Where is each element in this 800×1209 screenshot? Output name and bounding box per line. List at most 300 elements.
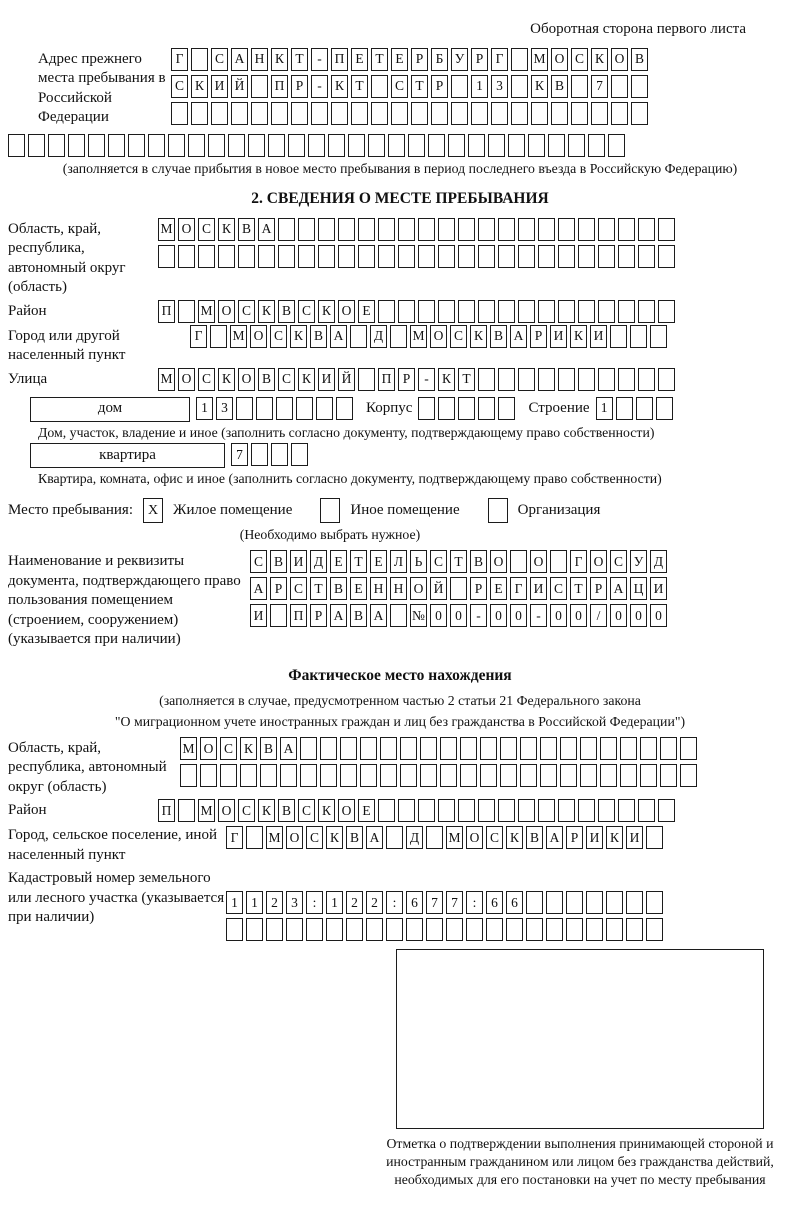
char-box[interactable]	[336, 397, 353, 420]
char-box[interactable]	[558, 368, 575, 391]
char-box[interactable]	[571, 102, 588, 125]
char-box[interactable]: 2	[346, 891, 363, 914]
char-box[interactable]	[446, 918, 463, 941]
char-box[interactable]: Й	[430, 577, 447, 600]
char-box[interactable]: О	[178, 368, 195, 391]
char-box[interactable]: С	[290, 577, 307, 600]
char-box[interactable]	[431, 102, 448, 125]
char-box[interactable]: 0	[450, 604, 467, 627]
char-box[interactable]: 1	[596, 397, 613, 420]
char-box[interactable]	[480, 764, 497, 787]
char-box[interactable]	[620, 764, 637, 787]
char-box[interactable]	[650, 325, 667, 348]
char-box[interactable]: М	[446, 826, 463, 849]
char-box[interactable]: К	[218, 368, 235, 391]
char-box[interactable]: В	[260, 737, 277, 760]
char-box[interactable]: Р	[310, 604, 327, 627]
char-box[interactable]: 2	[366, 891, 383, 914]
char-box[interactable]: Б	[431, 48, 448, 71]
char-box[interactable]: М	[230, 325, 247, 348]
char-box[interactable]	[211, 102, 228, 125]
char-box[interactable]: 3	[491, 75, 508, 98]
char-box[interactable]	[438, 397, 455, 420]
char-box[interactable]	[371, 102, 388, 125]
char-box[interactable]: С	[430, 550, 447, 573]
char-box[interactable]	[560, 737, 577, 760]
char-box[interactable]	[418, 218, 435, 241]
char-box[interactable]: 7	[591, 75, 608, 98]
char-box[interactable]	[228, 134, 245, 157]
char-box[interactable]: 7	[426, 891, 443, 914]
char-box[interactable]	[426, 918, 443, 941]
char-box[interactable]	[448, 134, 465, 157]
char-box[interactable]	[626, 918, 643, 941]
char-box[interactable]: Р	[291, 75, 308, 98]
char-box[interactable]	[240, 764, 257, 787]
char-box[interactable]	[268, 134, 285, 157]
char-box[interactable]	[278, 218, 295, 241]
char-box[interactable]	[236, 397, 253, 420]
char-box[interactable]	[658, 300, 675, 323]
char-box[interactable]: В	[631, 48, 648, 71]
char-box[interactable]	[251, 75, 268, 98]
char-box[interactable]: В	[526, 826, 543, 849]
char-box[interactable]: А	[258, 218, 275, 241]
char-box[interactable]	[598, 799, 615, 822]
char-box[interactable]: Л	[390, 550, 407, 573]
char-box[interactable]	[238, 245, 255, 268]
char-box[interactable]: С	[298, 300, 315, 323]
char-box[interactable]	[618, 368, 635, 391]
char-box[interactable]: К	[318, 300, 335, 323]
char-box[interactable]: Е	[370, 550, 387, 573]
char-box[interactable]: Г	[190, 325, 207, 348]
char-box[interactable]: Р	[270, 577, 287, 600]
char-box[interactable]	[390, 604, 407, 627]
char-box[interactable]	[656, 397, 673, 420]
char-box[interactable]	[258, 245, 275, 268]
char-box[interactable]	[360, 764, 377, 787]
char-box[interactable]	[508, 134, 525, 157]
char-box[interactable]: К	[591, 48, 608, 71]
char-box[interactable]: А	[546, 826, 563, 849]
char-box[interactable]	[306, 918, 323, 941]
char-box[interactable]	[458, 218, 475, 241]
char-box[interactable]: 3	[216, 397, 233, 420]
char-box[interactable]	[398, 245, 415, 268]
char-box[interactable]	[251, 443, 268, 466]
char-box[interactable]: О	[590, 550, 607, 573]
char-box[interactable]: В	[278, 300, 295, 323]
char-box[interactable]	[318, 218, 335, 241]
char-box[interactable]	[380, 764, 397, 787]
char-box[interactable]	[598, 368, 615, 391]
char-box[interactable]: К	[258, 799, 275, 822]
char-box[interactable]	[400, 764, 417, 787]
char-box[interactable]	[418, 300, 435, 323]
char-box[interactable]	[420, 764, 437, 787]
char-box[interactable]	[458, 300, 475, 323]
char-box[interactable]	[636, 397, 653, 420]
char-box[interactable]: М	[180, 737, 197, 760]
char-box[interactable]: Д	[310, 550, 327, 573]
char-box[interactable]	[598, 245, 615, 268]
char-box[interactable]: И	[650, 577, 667, 600]
char-box[interactable]: Р	[431, 75, 448, 98]
char-box[interactable]: К	[470, 325, 487, 348]
char-box[interactable]	[8, 134, 25, 157]
char-box[interactable]: 6	[486, 891, 503, 914]
char-box[interactable]	[498, 300, 515, 323]
char-box[interactable]	[386, 826, 403, 849]
char-box[interactable]: 1	[246, 891, 263, 914]
char-box[interactable]	[528, 134, 545, 157]
char-box[interactable]: Т	[450, 550, 467, 573]
char-box[interactable]	[558, 218, 575, 241]
char-box[interactable]	[500, 764, 517, 787]
char-box[interactable]: К	[438, 368, 455, 391]
char-box[interactable]	[210, 325, 227, 348]
char-box[interactable]: Т	[310, 577, 327, 600]
char-box[interactable]	[611, 102, 628, 125]
char-box[interactable]	[558, 300, 575, 323]
char-box[interactable]: М	[531, 48, 548, 71]
char-box[interactable]	[231, 102, 248, 125]
char-box[interactable]	[451, 75, 468, 98]
char-box[interactable]: В	[238, 218, 255, 241]
char-box[interactable]	[128, 134, 145, 157]
char-box[interactable]	[296, 397, 313, 420]
char-box[interactable]	[338, 245, 355, 268]
char-box[interactable]: О	[238, 368, 255, 391]
char-box[interactable]: В	[278, 799, 295, 822]
char-box[interactable]	[426, 826, 443, 849]
char-box[interactable]: А	[250, 577, 267, 600]
char-box[interactable]	[380, 737, 397, 760]
char-box[interactable]: О	[286, 826, 303, 849]
char-box[interactable]: Й	[231, 75, 248, 98]
char-box[interactable]	[631, 102, 648, 125]
char-box[interactable]	[498, 799, 515, 822]
char-box[interactable]: П	[158, 799, 175, 822]
char-box[interactable]: Й	[338, 368, 355, 391]
char-box[interactable]: 0	[510, 604, 527, 627]
char-box[interactable]	[478, 397, 495, 420]
char-box[interactable]: Т	[570, 577, 587, 600]
char-box[interactable]: Е	[358, 300, 375, 323]
char-box[interactable]: -	[530, 604, 547, 627]
char-box[interactable]: В	[330, 577, 347, 600]
char-box[interactable]: Е	[350, 577, 367, 600]
char-box[interactable]: К	[326, 826, 343, 849]
char-box[interactable]: М	[158, 218, 175, 241]
char-box[interactable]: А	[330, 325, 347, 348]
char-box[interactable]	[578, 218, 595, 241]
char-box[interactable]	[638, 368, 655, 391]
char-box[interactable]	[451, 102, 468, 125]
char-box[interactable]	[546, 918, 563, 941]
char-box[interactable]: И	[626, 826, 643, 849]
char-box[interactable]	[538, 245, 555, 268]
char-box[interactable]: А	[370, 604, 387, 627]
char-box[interactable]	[270, 604, 287, 627]
char-box[interactable]	[438, 245, 455, 268]
char-box[interactable]: А	[366, 826, 383, 849]
char-box[interactable]	[658, 368, 675, 391]
char-box[interactable]	[378, 218, 395, 241]
char-box[interactable]: Г	[226, 826, 243, 849]
char-box[interactable]: Г	[510, 577, 527, 600]
apartment-type-box[interactable]: квартира	[30, 443, 225, 468]
char-box[interactable]: К	[606, 826, 623, 849]
char-box[interactable]: В	[551, 75, 568, 98]
char-box[interactable]: 6	[506, 891, 523, 914]
char-box[interactable]	[286, 918, 303, 941]
char-box[interactable]	[640, 764, 657, 787]
char-box[interactable]: О	[530, 550, 547, 573]
char-box[interactable]	[440, 737, 457, 760]
char-box[interactable]	[386, 918, 403, 941]
char-box[interactable]	[578, 799, 595, 822]
char-box[interactable]	[498, 368, 515, 391]
char-box[interactable]	[398, 218, 415, 241]
char-box[interactable]	[638, 245, 655, 268]
char-box[interactable]	[108, 134, 125, 157]
char-box[interactable]	[338, 218, 355, 241]
char-box[interactable]	[418, 799, 435, 822]
char-box[interactable]	[218, 245, 235, 268]
char-box[interactable]	[168, 134, 185, 157]
char-box[interactable]	[610, 325, 627, 348]
char-box[interactable]	[538, 218, 555, 241]
char-box[interactable]	[658, 245, 675, 268]
char-box[interactable]: Д	[650, 550, 667, 573]
checkbox-residential[interactable]: X	[143, 498, 163, 523]
char-box[interactable]: С	[238, 300, 255, 323]
char-box[interactable]	[200, 764, 217, 787]
char-box[interactable]	[540, 737, 557, 760]
char-box[interactable]: П	[331, 48, 348, 71]
house-type-box[interactable]: дом	[30, 397, 190, 422]
char-box[interactable]	[578, 368, 595, 391]
char-box[interactable]	[608, 134, 625, 157]
char-box[interactable]	[68, 134, 85, 157]
char-box[interactable]	[498, 245, 515, 268]
char-box[interactable]	[538, 368, 555, 391]
char-box[interactable]: О	[410, 577, 427, 600]
char-box[interactable]: Р	[566, 826, 583, 849]
char-box[interactable]: У	[630, 550, 647, 573]
char-box[interactable]: С	[550, 577, 567, 600]
char-box[interactable]: 6	[406, 891, 423, 914]
char-box[interactable]	[606, 918, 623, 941]
char-box[interactable]	[486, 918, 503, 941]
char-box[interactable]	[191, 102, 208, 125]
char-box[interactable]	[458, 799, 475, 822]
char-box[interactable]: М	[198, 300, 215, 323]
char-box[interactable]: Е	[330, 550, 347, 573]
char-box[interactable]	[391, 102, 408, 125]
char-box[interactable]: Г	[491, 48, 508, 71]
char-box[interactable]	[526, 918, 543, 941]
char-box[interactable]	[428, 134, 445, 157]
char-box[interactable]	[388, 134, 405, 157]
char-box[interactable]	[320, 737, 337, 760]
char-box[interactable]	[368, 134, 385, 157]
char-box[interactable]	[480, 737, 497, 760]
char-box[interactable]	[531, 102, 548, 125]
char-box[interactable]	[510, 550, 527, 573]
char-box[interactable]: О	[250, 325, 267, 348]
char-box[interactable]	[378, 245, 395, 268]
char-box[interactable]	[440, 764, 457, 787]
char-box[interactable]	[511, 75, 528, 98]
char-box[interactable]	[158, 245, 175, 268]
char-box[interactable]: Е	[391, 48, 408, 71]
char-box[interactable]	[600, 764, 617, 787]
char-box[interactable]: -	[470, 604, 487, 627]
char-box[interactable]: Т	[291, 48, 308, 71]
char-box[interactable]	[538, 300, 555, 323]
char-box[interactable]	[478, 218, 495, 241]
char-box[interactable]	[538, 799, 555, 822]
char-box[interactable]	[178, 799, 195, 822]
char-box[interactable]: М	[410, 325, 427, 348]
char-box[interactable]: С	[198, 368, 215, 391]
char-box[interactable]: 0	[550, 604, 567, 627]
char-box[interactable]: С	[238, 799, 255, 822]
char-box[interactable]	[148, 134, 165, 157]
char-box[interactable]	[311, 102, 328, 125]
char-box[interactable]	[491, 102, 508, 125]
char-box[interactable]	[526, 891, 543, 914]
char-box[interactable]	[438, 799, 455, 822]
char-box[interactable]: С	[270, 325, 287, 348]
char-box[interactable]: 1	[471, 75, 488, 98]
char-box[interactable]	[550, 550, 567, 573]
char-box[interactable]: В	[350, 604, 367, 627]
char-box[interactable]: О	[430, 325, 447, 348]
char-box[interactable]: Е	[490, 577, 507, 600]
char-box[interactable]	[500, 737, 517, 760]
char-box[interactable]	[276, 397, 293, 420]
char-box[interactable]	[588, 134, 605, 157]
char-box[interactable]: 1	[196, 397, 213, 420]
char-box[interactable]: О	[178, 218, 195, 241]
char-box[interactable]: 7	[446, 891, 463, 914]
char-box[interactable]	[618, 218, 635, 241]
char-box[interactable]	[558, 245, 575, 268]
char-box[interactable]: В	[470, 550, 487, 573]
char-box[interactable]	[371, 75, 388, 98]
char-box[interactable]	[660, 764, 677, 787]
char-box[interactable]	[571, 75, 588, 98]
char-box[interactable]: О	[490, 550, 507, 573]
char-box[interactable]	[506, 918, 523, 941]
char-box[interactable]	[680, 764, 697, 787]
char-box[interactable]	[586, 918, 603, 941]
char-box[interactable]: 1	[326, 891, 343, 914]
char-box[interactable]	[658, 218, 675, 241]
char-box[interactable]	[600, 737, 617, 760]
char-box[interactable]: И	[530, 577, 547, 600]
char-box[interactable]	[638, 218, 655, 241]
char-box[interactable]: Г	[570, 550, 587, 573]
char-box[interactable]	[28, 134, 45, 157]
char-box[interactable]: Д	[370, 325, 387, 348]
char-box[interactable]: Е	[358, 799, 375, 822]
char-box[interactable]: 0	[490, 604, 507, 627]
char-box[interactable]	[460, 737, 477, 760]
char-box[interactable]: В	[310, 325, 327, 348]
char-box[interactable]	[606, 891, 623, 914]
char-box[interactable]	[198, 245, 215, 268]
char-box[interactable]	[618, 300, 635, 323]
char-box[interactable]: С	[198, 218, 215, 241]
char-box[interactable]	[420, 737, 437, 760]
char-box[interactable]	[471, 102, 488, 125]
char-box[interactable]: Н	[390, 577, 407, 600]
char-box[interactable]: А	[610, 577, 627, 600]
char-box[interactable]	[518, 245, 535, 268]
char-box[interactable]: :	[466, 891, 483, 914]
char-box[interactable]: И	[211, 75, 228, 98]
char-box[interactable]: А	[231, 48, 248, 71]
char-box[interactable]: Т	[411, 75, 428, 98]
char-box[interactable]	[478, 799, 495, 822]
char-box[interactable]: 0	[570, 604, 587, 627]
char-box[interactable]: №	[410, 604, 427, 627]
char-box[interactable]	[518, 799, 535, 822]
char-box[interactable]	[300, 764, 317, 787]
char-box[interactable]	[88, 134, 105, 157]
char-box[interactable]: Р	[530, 325, 547, 348]
char-box[interactable]: В	[270, 550, 287, 573]
char-box[interactable]	[630, 325, 647, 348]
char-box[interactable]: О	[200, 737, 217, 760]
char-box[interactable]	[568, 134, 585, 157]
char-box[interactable]	[346, 918, 363, 941]
char-box[interactable]	[540, 764, 557, 787]
char-box[interactable]	[378, 300, 395, 323]
char-box[interactable]: -	[311, 75, 328, 98]
char-box[interactable]	[468, 134, 485, 157]
char-box[interactable]: С	[571, 48, 588, 71]
char-box[interactable]: Т	[350, 550, 367, 573]
char-box[interactable]	[488, 134, 505, 157]
char-box[interactable]	[48, 134, 65, 157]
char-box[interactable]	[620, 737, 637, 760]
char-box[interactable]	[320, 764, 337, 787]
char-box[interactable]	[316, 397, 333, 420]
char-box[interactable]	[326, 918, 343, 941]
char-box[interactable]	[580, 737, 597, 760]
char-box[interactable]: В	[258, 368, 275, 391]
char-box[interactable]	[618, 245, 635, 268]
char-box[interactable]: Н	[370, 577, 387, 600]
char-box[interactable]	[408, 134, 425, 157]
char-box[interactable]	[680, 737, 697, 760]
checkbox-organization[interactable]	[488, 498, 508, 523]
char-box[interactable]: С	[278, 368, 295, 391]
char-box[interactable]	[390, 325, 407, 348]
char-box[interactable]	[460, 764, 477, 787]
char-box[interactable]: И	[586, 826, 603, 849]
char-box[interactable]	[478, 245, 495, 268]
char-box[interactable]	[646, 891, 663, 914]
char-box[interactable]	[438, 300, 455, 323]
char-box[interactable]	[288, 134, 305, 157]
